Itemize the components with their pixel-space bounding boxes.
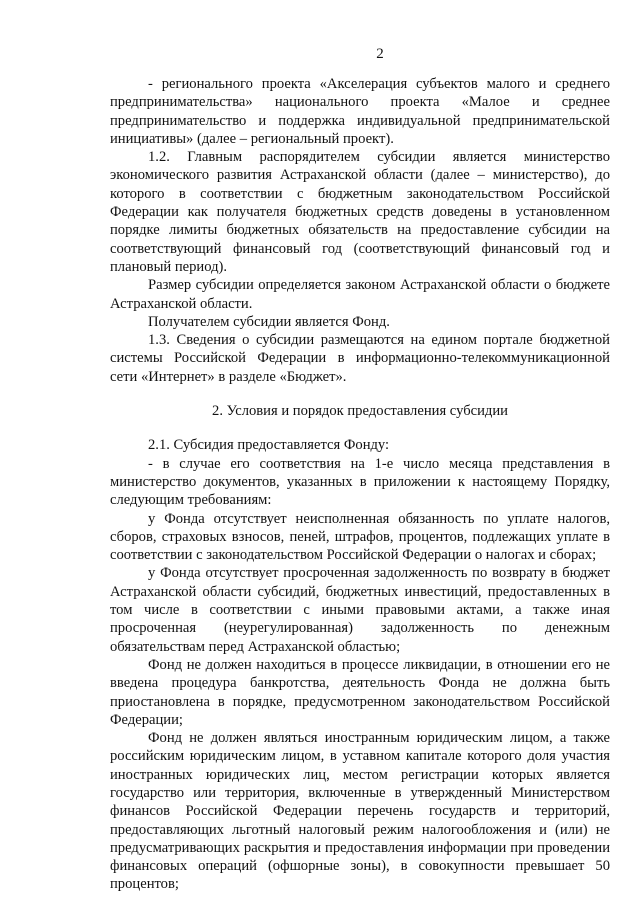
- paragraph-requirements-intro: - в случае его соответствия на 1-е число месяца представления в министерство документов, указанных в приложении к настоящему Порядку, следующим требованиям:: [110, 455, 610, 509]
- paragraph-requirement-debt: у Фонда отсутствует просроченная задолженность по возврату в бюджет Астраханской области субсидий, бюджетных инвестиций, предоставленных в том числе в соответствии с иными правовыми актами, а также иная просроченная (неурегулированная) задолженность по денежным обязательствам перед Астраханской областью;: [110, 565, 610, 655]
- paragraph-requirement-liquidation: Фонд не должен находиться в процессе ликвидации, в отношении его не введена процедура банкротства, деятельность Фонда не должна быть приостановлена в порядке, предусмотренном законодательством Российской Федерации;: [110, 656, 610, 728]
- paragraph-subsidy-size: Размер субсидии определяется законом Астраханской области о бюджете Астраханской области.: [110, 277, 610, 312]
- paragraph-recipient: Получателем субсидии является Фонд.: [148, 313, 390, 330]
- paragraph-requirement-taxes: у Фонда отсутствует неисполненная обязанность по уплате налогов, сборов, страховых взносов, пеней, штрафов, процентов, подлежащих уплате в соответствии с законодательством Российской Федерации о налогах и сборах;: [110, 510, 610, 564]
- paragraph-regional-project: - регионального проекта «Акселерация субъектов малого и среднего предпринимательства» национального проекта «Малое и среднее предпринимательство и поддержка индивидуальной предпринимательской инициативы» (далее – региональный проект).: [110, 76, 610, 147]
- page-number: 2: [376, 46, 384, 62]
- paragraph-1-2: 1.2. Главным распорядителем субсидии является министерство экономического развития Астраханской области (далее – министерство), до которого в соответствии с бюджетным законодательством Российской Федерации как получателя бюджетных средств доведены в установленном порядке лимиты бюджетных обязательств на предоставление субсидии на соответствующий финансовый год (соответствующий финансовый год и плановый период).: [110, 149, 610, 275]
- paragraph-1-3: 1.3. Сведения о субсидии размещаются на едином портале бюджетной системы Российской Федерации в информационно-телекоммуникационной сети «Интернет» в разделе «Бюджет».: [110, 332, 610, 385]
- paragraph-requirement-foreign: Фонд не должен являться иностранным юридическим лицом, а также российским юридическим лицом, в уставном капитале которого доля участия иностранных юридических лиц, местом регистрации которых является государство или территория, включенные в утвержденный Министерством финансов Российской Федерации перечень государств и территорий, предоставляющих льготный налоговый режим налогообложения и (или) не предусматривающих раскрытия и предоставления информации при проведении финансовых операций (офшорные зоны), в совокупности превышает 50 процентов;: [110, 730, 610, 893]
- section-heading: 2. Условия и порядок предоставления субсидии: [212, 403, 508, 420]
- paragraph-2-1: 2.1. Субсидия предоставляется Фонду:: [148, 437, 390, 454]
